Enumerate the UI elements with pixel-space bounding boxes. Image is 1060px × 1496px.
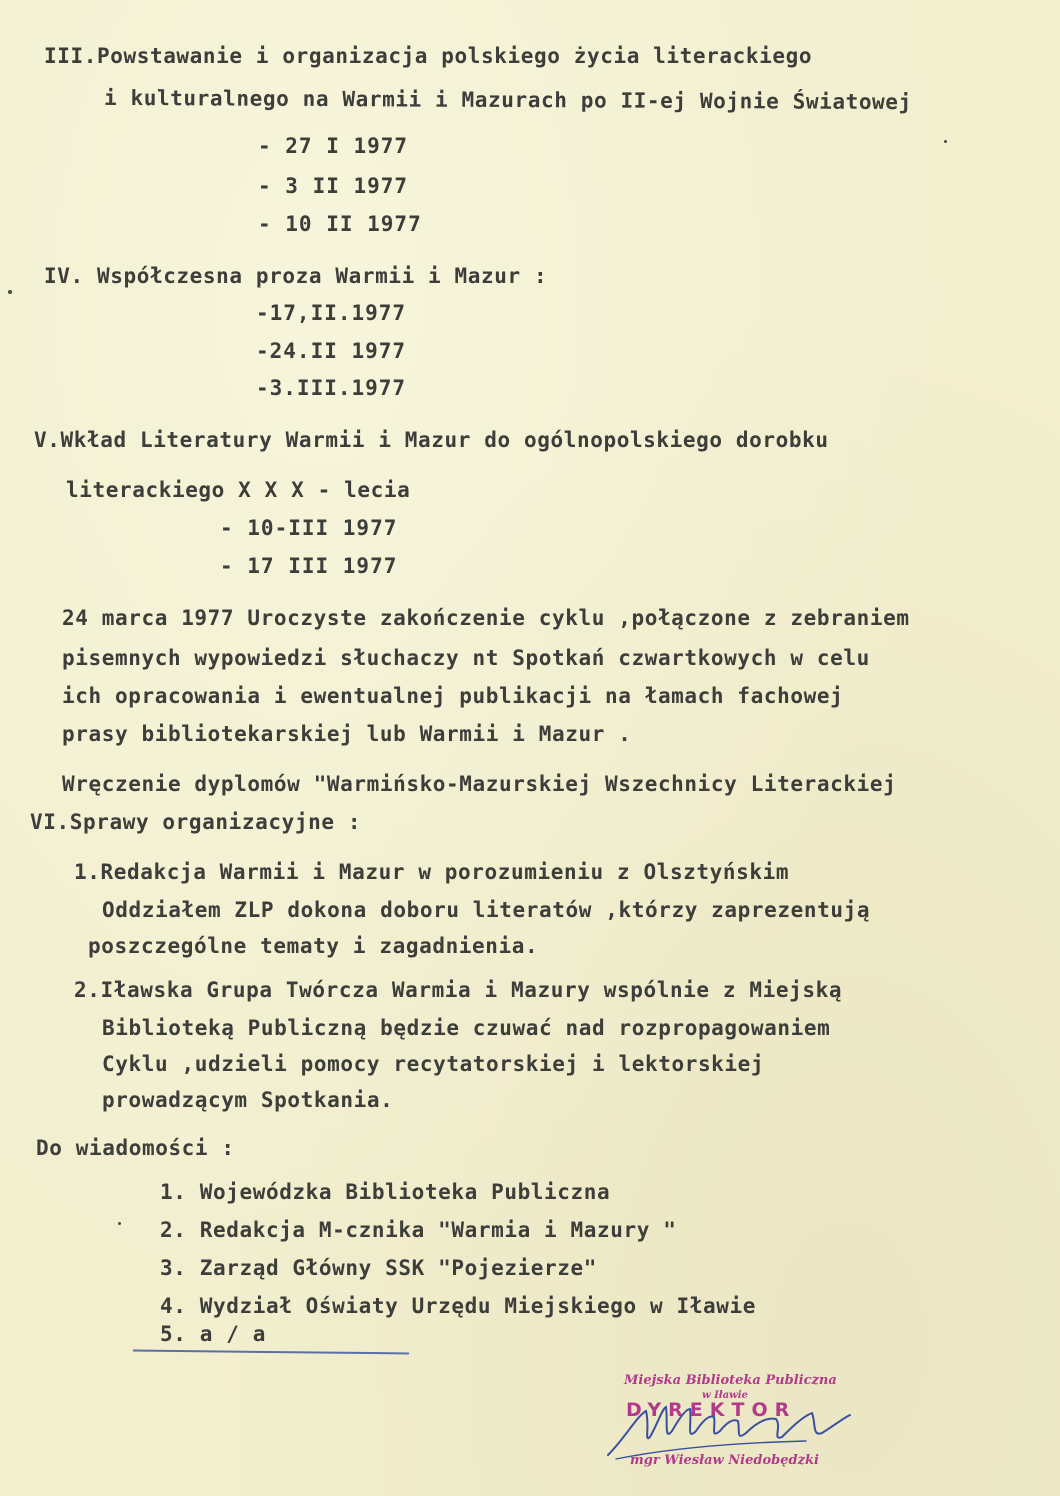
- distribution-item: 1. Wojewódzka Biblioteka Publiczna: [160, 1180, 611, 1204]
- distribution-underline: [133, 1350, 409, 1355]
- closing-line: pisemnych wypowiedzi słuchaczy nt Spotkań czwartkowych w celu: [62, 646, 870, 670]
- section-6-title: VI.Sprawy organizacyjne :: [30, 810, 362, 834]
- section-3-title: III.Powstawanie i organizacja polskiego życia literackiego: [44, 44, 813, 68]
- section-3-title-cont: i kulturalnego na Warmii i Mazurach po II-ej Wojnie Światowej: [103, 85, 912, 115]
- paper-speck: [8, 290, 12, 294]
- section-6-item-1-line: 1.Redakcja Warmii i Mazur w porozumieniu z Olsztyńskim: [74, 860, 790, 884]
- section-3-date: - 3 II 1977: [258, 174, 409, 198]
- section-4-title: IV. Współczesna proza Warmii i Mazur :: [44, 264, 548, 288]
- closing-line: ich opracowania i ewentualnej publikacji na łamach fachowej: [62, 684, 844, 708]
- distribution-item: 4. Wydział Oświaty Urzędu Miejskiego w Iławie: [160, 1294, 756, 1318]
- closing-line: 24 marca 1977 Uroczyste zakończenie cyklu ,połączone z zebraniem: [62, 606, 910, 630]
- section-3-date: - 27 I 1977: [258, 134, 409, 158]
- handwritten-signature: [606, 1397, 866, 1467]
- section-6-item-1-line: Oddziałem ZLP dokona doboru literatów ,którzy zaprezentują: [102, 898, 871, 922]
- distribution-item: 2. Redakcja M-cznika "Warmia i Mazury ": [160, 1218, 677, 1242]
- section-4-date: -3.III.1977: [256, 376, 407, 400]
- distribution-item: 3. Zarząd Główny SSK "Pojezierze": [160, 1256, 598, 1280]
- section-6-item-2-line: prowadzącym Spotkania.: [102, 1088, 394, 1112]
- section-4-date: -17,II.1977: [256, 301, 407, 325]
- section-4-date: -24.II 1977: [256, 339, 407, 363]
- section-6-item-2-line: Biblioteką Publiczną będzie czuwać nad rozpropagowaniem: [102, 1016, 831, 1040]
- section-5-title: V.Wkład Literatury Warmii i Mazur do ogólnopolskiego dorobku: [34, 428, 829, 452]
- stamp-institution: Miejska Biblioteka Publiczna: [624, 1373, 837, 1388]
- stamp-title: DYREKTOR: [626, 1399, 797, 1421]
- distribution-heading: Do wiadomości :: [36, 1136, 235, 1160]
- stamp-name: mgr Wiesław Niedobędzki: [630, 1453, 819, 1468]
- distribution-item: 5. a / a: [160, 1322, 266, 1346]
- section-6-item-1-line: poszczególne tematy i zagadnienia.: [88, 934, 539, 958]
- section-5-date: - 17 III 1977: [220, 554, 398, 578]
- paper-speck: [944, 140, 947, 143]
- closing-line: prasy bibliotekarskiej lub Warmii i Mazur .: [62, 722, 632, 746]
- director-stamp: [606, 1367, 866, 1487]
- section-6-item-2-line: 2.Iławska Grupa Twórcza Warmia i Mazury wspólnie z Miejską: [74, 978, 843, 1002]
- section-6-item-2-line: Cyklu ,udzieli pomocy recytatorskiej i lektorskiej: [102, 1052, 765, 1076]
- section-5-title-cont: literackiego X X X - lecia: [66, 478, 411, 502]
- section-5-date: - 10-III 1977: [220, 516, 398, 540]
- diplomas-line: Wręczenie dyplomów "Warmińsko-Mazurskiej Wszechnicy Literackiej: [62, 772, 897, 796]
- stamp-city: w Iławie: [702, 1390, 748, 1401]
- section-3-date: - 10 II 1977: [258, 212, 422, 236]
- paper-speck: [118, 1222, 121, 1225]
